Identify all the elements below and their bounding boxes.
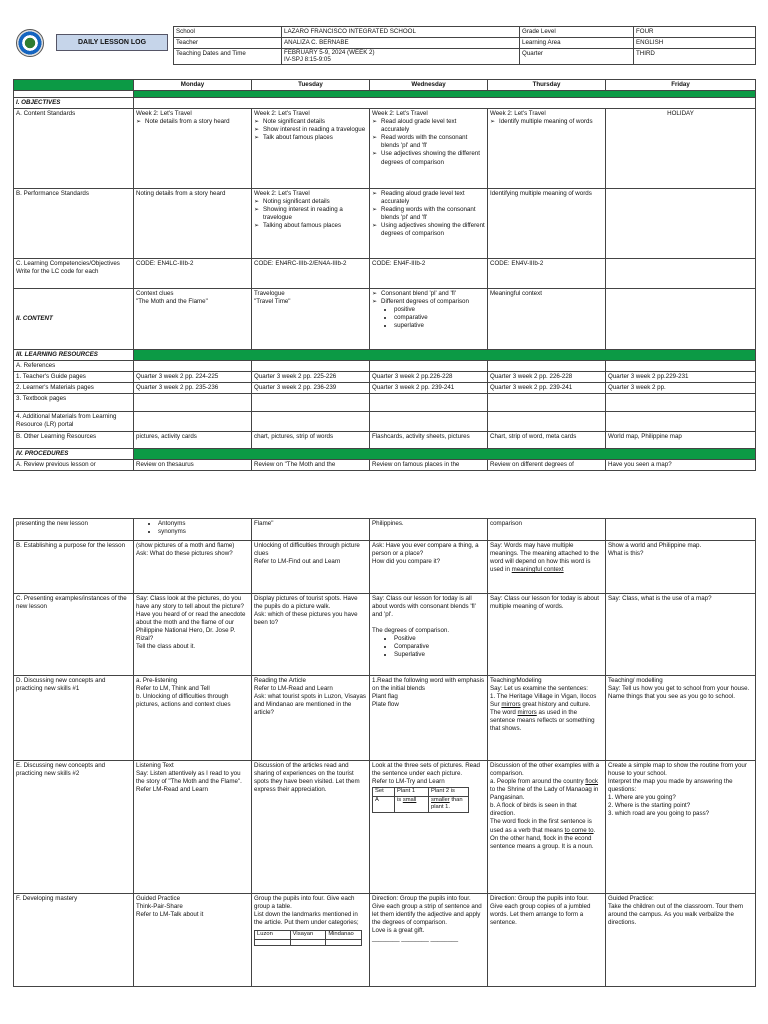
row-other-resources: B. Other Learning Resources pictures, activity cards chart, pictures, strip of words Flashcards, activity sheets, pictures Chart, strip of word, meta cards World map, Philippine map [14, 431, 756, 448]
value-school: LAZARO FRANCISCO INTEGRATED SCHOOL [282, 27, 520, 38]
row-review-part-1: A. Review previous lesson or Review on thesaurus Review on "The Moth and the Review on famous places in the Review on different degrees of Have you seen a map? [14, 459, 756, 470]
row-learners-materials: 2. Learner's Materials pages Quarter 3 week 2 pp. 235-236 Quarter 3 week 2 pp. 236-239 Quarter 3 week 2 pp. 239-241 Quarter 3 week 2 pp. 239-241 Quarter 3 week 2 pp. [14, 383, 756, 394]
row-establishing-purpose: B. Establishing a purpose for the lesson (show pictures of a moth and flame) Ask: What do these pictures show? Unlocking of difficulties through picture clues Refer to LM-Find out and Learn Ask: Have you ever compare a thing, a person or a place? How did you compare it? Say: Words may have multiple meanings. The meaning attached to the word will depend on how this word is used in meaningful context Show a world and Philippine map. What is this? [14, 541, 756, 594]
label-grade-level: Grade Level [520, 27, 634, 38]
label-quarter: Quarter [520, 49, 634, 65]
day-friday: Friday [606, 80, 756, 91]
lesson-log-table-page-2 [13, 518, 756, 987]
section-procedures: IV. PROCEDURES [14, 448, 134, 459]
header-info-table [173, 26, 756, 65]
value-quarter: THIRD [634, 49, 756, 65]
holiday-label: HOLIDAY [606, 109, 756, 189]
row-teachers-guide: 1. Teacher's Guide pages Quarter 3 week 2 pp. 224-225 Quarter 3 week 2 pp. 225-226 Quarter 3 week 2 pp.226-228 Quarter 3 week 2 pp. 226-228 Quarter 3 week 2 pp.229-231 [14, 372, 756, 383]
day-tuesday: Tuesday [252, 80, 370, 91]
value-learning-area: ENGLISH [634, 38, 756, 49]
value-teacher: ANALIZA C. BERNABE [282, 38, 520, 49]
row-content-standards: A. Content Standards Week 2: Let's Travel ➢ Note details from a story heard Week 2: Let's Travel ➢ Note significant details ➢ Show interest in reading a travelogue ➢ Talk about famous places Week 2: Let's Travel ➢ Read aloud grade level text accurately ➢ Read words with the consonant blends 'pl' and 'fl' ➢ Use adjectives showing the different degrees of comparison Week 2: Let's Travel ➢ Identify multiple meaning of words HOLIDAY [14, 109, 756, 189]
daily-lesson-log-title: DAILY LESSON LOG [56, 34, 168, 51]
row-competencies: C. Learning Competencies/Objectives Write for the LC code for each CODE: EN4LC-IIIb-2 CODE: EN4RC-IIIb-2/EN4A-IIIb-2 CODE: EN4F-IIIb-2 CODE: EN4V-IIIb-2 [14, 259, 756, 289]
label-school: School [174, 27, 282, 38]
row-discussing-2: E. Discussing new concepts and practicing new skills #2 Listening Text Say: Listen attentively as I read to you the story of "The Moth and the Flame". Refer LM-Read and Learn Discussion of the articles read and sharing of experiences on the tourist spots they have been visited. Let them express their appreciation. Look at the three sets of pictures. Read the sentence under each picture. Refer to LM-Try and Learn Set Plant 1 Plant 2 is A is small smaller than plant 1. Discussion of the other examples with a comparison. a. People from around the country flock to the Shrine of the Lady of Manaoag in Pangasinan. b. A flock of birds is seen in that direction. The word flock in the first sentence is used as a verb that means to come to. On the other hand, flock in the econd sentence means a group. It is a noun. Create a simple map to show the routine from your house to your school. Interpret the map you made by answering the questions: 1. Where are you going? 2. Where is the starting point? 3. which road are you going to pass? [14, 761, 756, 894]
value-teaching-time: IV-SPJ 8:15-9:05 [284, 55, 331, 63]
section-objectives: I. OBJECTIVES [14, 98, 134, 109]
value-grade-level: FOUR [634, 27, 756, 38]
row-content: II. CONTENT Context clues "The Moth and the Flame" Travelogue "Travel Time" ➢ Consonant blend 'pl' and 'fl' ➢ Different degrees of comparison • positive • comparative • superlative Meaningful context [14, 289, 756, 350]
day-header-row [14, 80, 756, 91]
row-discussing-1: D. Discussing new concepts and practicing new skills #1 a. Pre-listening Refer to LM, Think and Tell b. Unlocking of difficulties through pictures, actions and context clues Reading the Article Refer to LM-Read and Learn Ask: what tourist spots in Luzon, Visayas and Mindanao are mentioned in the article? 1.Read the following word with emphasis on the initial blends Plant flag Plate flow Teaching/Modeling Say: Let us examine the sentences: 1. The Heritage Village in Vigan, Ilocos Sur mirrors great history and culture. The word mirrors as used in the sentence means reflects or something that shows. Teaching/ modelling Say: Tell us how you get to school from your house. Name things that you see as you go to school. [14, 676, 756, 761]
day-monday: Monday [134, 80, 252, 91]
value-teaching-dates: FEBRUARY 5-9, 2024 (WEEK 2) [284, 49, 375, 57]
row-review-part-2: presenting the new lesson • Antonyms • synonyms Flame" Philippines. comparison [14, 519, 756, 541]
day-wednesday: Wednesday [370, 80, 488, 91]
section-resources: III. LEARNING RESOURCES [14, 350, 134, 361]
row-lr-portal: 4. Additional Materials from Learning Resource (LR) portal [14, 412, 756, 431]
row-performance-standards: B. Performance Standards Noting details from a story heard Week 2: Let's Travel ➢ Noting significant details ➢ Showing interest in reading a travelogue ➢ Talking about famous places ➢ Reading aloud grade level text accurately ➢ Reading words with the consonant blends 'pl' and 'fl' ➢ Using adjectives showing the different degrees of comparison Identifying multiple meaning of words [14, 189, 756, 259]
deped-seal-icon [16, 29, 44, 57]
header-block [13, 26, 755, 62]
row-presenting-examples: C. Presenting examples/instances of the new lesson Say: Class look at the pictures, do you have any story to tell about the picture? Have you heard of or read the anecdote about the moth and the flame of our Philippine National Hero, Dr. Jose P. Rizal? Tell the class about it. Display pictures of tourist spots. Have the pupils do a picture walk. Ask: which of these pictures you have been to? Say: Class our lesson for today is all about words with consonant blends 'fl' and 'pl'. The degrees of comparison. • Positive • Comparative • Superlative Say: Class our lesson for today is about multiple meaning of words. Say: Class, what is the use of a map? [14, 594, 756, 676]
comparison-sub-table: Set Plant 1 Plant 2 is A is small smaller than plant 1. [372, 787, 469, 813]
lesson-log-table-page-1: Monday Tuesday Wednesday Thursday Friday I. OBJECTIVES A. Content Standards Week 2: Let's Travel ➢ Note details from a story heard Week 2: Let's Travel ➢ Note significant details ➢ Show interest in reading a travelogue ➢ Talk about famous places Week 2: Let's Travel ➢ Read aloud grade level text accurately ➢ Read words with the consonant blends 'pl' and 'fl' ➢ Use adjectives showing the different degrees of comparison Week 2: Let's Travel ➢ Identify multiple meaning of words HOLIDAY B. Performance Standards Noting details from a story heard Week 2: Let's Travel ➢ Noting significant details ➢ Showing interest in reading a travelogue ➢ Talking about famous places ➢ Reading aloud grade level text accurately ➢ Reading words with the consonant blends 'pl' and 'fl' ➢ Using adjectives showing the different degrees of comparison Identifying multiple meaning of words C. Learning Competencies/Objectives Write for the LC code for each CODE: EN4LC-IIIb-2 CODE: EN4RC-IIIb-2/EN4A-IIIb-2 CODE: EN4F-IIIb-2 CODE: EN4V-IIIb-2 II. CONTENT Context clues "The Moth and the Flame" Travelogue "Travel Time" ➢ Consonant blend 'pl' and 'fl' ➢ Different degrees of comparison • positive • comparative • superlative Meaningful context III. LEARNING RESOURCES A. References 1. Teacher's Guide pages Quarter 3 week 2 pp. 224-225 Quarter 3 week 2 pp. 225-226 Quarter 3 week 2 pp.226-228 Quarter 3 week 2 pp. 226-228 Quarter 3 week 2 pp.229-231 2. Learner's Materials pages Quarter 3 week 2 pp. 235-236 Quarter 3 week 2 pp. 236-239 Quarter 3 week 2 pp. 239-241 Quarter 3 week 2 pp. 239-241 Quarter 3 week 2 pp. 3. Textbook pages 4. Additional Materials from Learning Resource (LR) portal B. Other Learning Resources pictures, activity cards chart, pictures, strip of words Flashcards, activity sheets, pictures Chart, strip of word, meta cards World map, Philippine map IV. PROCEDURES A. Review previous lesson or Review on thesaurus Review on "The Moth and the Review on famous places in the Review on different degrees of Have you seen a map? [13, 79, 756, 471]
row-textbook: 3. Textbook pages [14, 394, 756, 412]
label-teaching-dates: Teaching Dates and Time [174, 49, 282, 65]
label-learning-area: Learning Area [520, 38, 634, 49]
label-teacher: Teacher [174, 38, 282, 49]
row-developing-mastery: F. Developing mastery Guided Practice Think-Pair-Share Refer to LM-Talk about it Group the pupils into four. Give each group a table. List down the landmarks mentioned in the article. Put them under categories; Luzon Visayan Mindanao Direction: Group the pupils into four. Give each group a strip of sentence and let them identify the adjective and apply the degrees of comparison. Love is a great gift. ________ ________ ________ Direction: Group the pupils into four. Give each group copies of a jumbled words. Let them arrange to form a sentence. Guided Practice: Take the children out of the classroom. Tour them around the campus. As you walk verbalize the directions. [14, 894, 756, 987]
day-thursday: Thursday [488, 80, 606, 91]
landmark-category-table: Luzon Visayan Mindanao [254, 930, 362, 946]
